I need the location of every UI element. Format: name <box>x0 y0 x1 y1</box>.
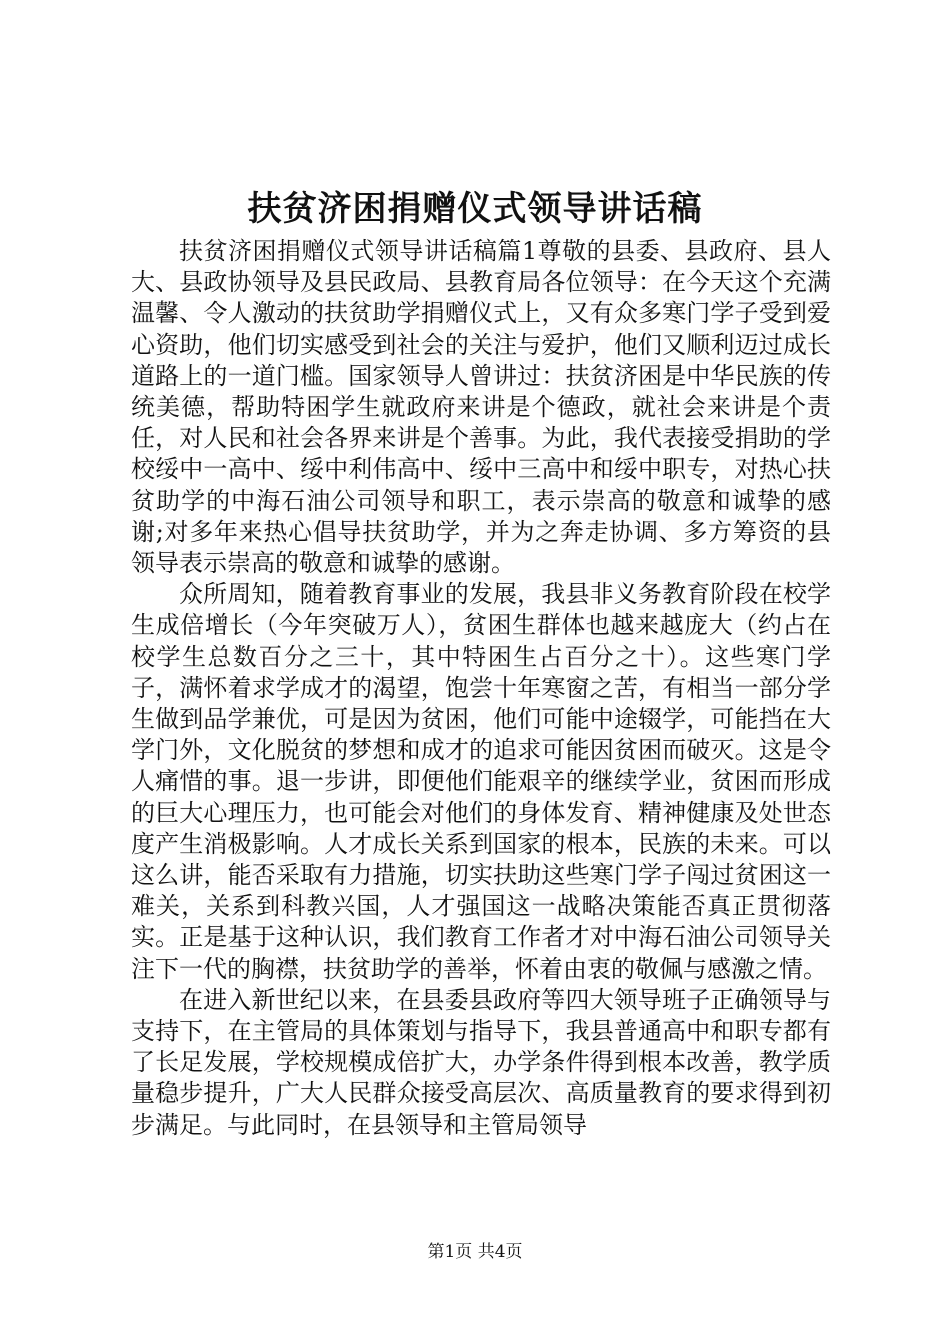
paragraph-2: 众所周知，随着教育事业的发展，我县非义务教育阶段在校学生成倍增长（今年突破万人），贫困生群体也越来越庞大（约占在校学生总数百分之三十，其中特困生占百分之十）。这些寒门学子，满怀着求学成才的渴望，饱尝十年寒窗之苦，有相当一部分学生做到品学兼优，可是因为贫困，他们可能中途辍学，可能挡在大学门外，文化脱贫的梦想和成才的追求可能因贫困而破灭。这是令人痛惜的事。退一步讲，即便他们能艰辛的继续学业，贫困而形成的巨大心理压力，也可能会对他们的身体发育、精神健康及处世态度产生消极影响。人才成长关系到国家的根本，民族的未来。可以这么讲，能否采取有力措施，切实扶助这些寒门学子闯过贫困这一难关，关系到科教兴国，人才强国这一战略决策能否真正贯彻落实。正是基于这种认识，我们教育工作者才对中海石油公司领导关注下一代的胸襟，扶贫助学的善举，怀着由衷的敬佩与感激之情。 <box>131 580 831 983</box>
paragraph-1: 扶贫济困捐赠仪式领导讲话稿篇1尊敬的县委、县政府、县人大、县政协领导及县民政局、县教育局各位领导：在今天这个充满温馨、令人激动的扶贫助学捐赠仪式上，又有众多寒门学子受到爱心资助，他们切实感受到社会的关注与爱护，他们又顺利迈过成长道路上的一道门槛。国家领导人曾讲过：扶贫济困是中华民族的传统美德，帮助特困学生就政府来讲是个德政，就社会来讲是个责任，对人民和社会各界来讲是个善事。为此，我代表接受捐助的学校绥中一高中、绥中利伟高中、绥中三高中和绥中职专，对热心扶贫助学的中海石油公司领导和职工，表示崇高的敬意和诚挚的感谢;对多年来热心倡导扶贫助学，并为之奔走协调、多方筹资的县领导表示崇高的敬意和诚挚的感谢。 <box>131 237 831 578</box>
document-body <box>131 236 831 1141</box>
paragraph-3: 在进入新世纪以来，在县委县政府等四大领导班子正确领导与支持下，在主管局的具体策划与指导下，我县普通高中和职专都有了长足发展，学校规模成倍扩大，办学条件得到根本改善，教学质量稳步提升，广大人民群众接受高层次、高质量教育的要求得到初步满足。与此同时，在县领导和主管局领导 <box>131 985 831 1139</box>
document-title: 扶贫济困捐赠仪式领导讲话稿 <box>247 189 703 229</box>
page-footer: 第1页 共4页 <box>427 1242 523 1262</box>
